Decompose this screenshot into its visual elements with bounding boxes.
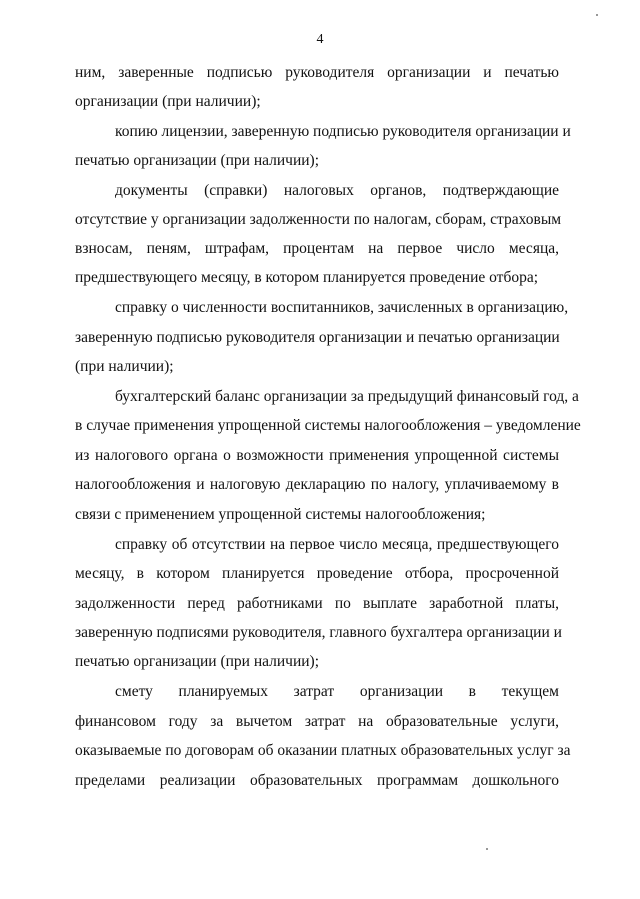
page-number: 4	[316, 32, 324, 47]
text-line: пределами реализации образовательных программам дошкольного	[75, 772, 559, 789]
text-line: в случае применения упрощенной системы налогообложения – уведомление	[75, 417, 581, 434]
text-line: печатью организации (при наличии);	[75, 152, 320, 169]
text-line: предшествующего месяцу, в котором планируется проведение отбора;	[75, 269, 539, 286]
text-line: из налогового органа о возможности применения упрощенной системы	[75, 447, 559, 464]
scan-speck	[486, 848, 488, 850]
text-line: ним, заверенные подписью руководителя организации и печатью	[75, 64, 559, 81]
text-line: справку об отсутствии на первое число месяца, предшествующего	[115, 536, 559, 553]
text-line: заверенную подписью руководителя организации и печатью организации	[75, 329, 560, 346]
text-line: отсутствие у организации задолженности по налогам, сборам, страховым	[75, 211, 562, 228]
text-line: заверенную подписями руководителя, главного бухгалтера организации и	[75, 624, 562, 641]
text-line: печатью организации (при наличии);	[75, 653, 320, 670]
text-line: связи с применением упрощенной системы налогообложения;	[75, 506, 486, 523]
scan-speck	[596, 14, 598, 16]
text-line: месяцу, в котором планируется проведение отбора, просроченной	[75, 565, 559, 582]
text-line: справку о численности воспитанников, зачисленных в организацию,	[115, 299, 569, 316]
text-line: бухгалтерский баланс организации за предыдущий финансовый год, а	[115, 388, 579, 405]
text-line: копию лицензии, заверенную подписью руководителя организации и	[115, 123, 571, 140]
text-line: задолженности перед работниками по выплате заработной платы,	[75, 595, 559, 612]
text-line: документы (справки) налоговых органов, подтверждающие	[115, 182, 559, 199]
text-line: взносам, пеням, штрафам, процентам на первое число месяца,	[75, 240, 559, 257]
text-line: (при наличии);	[75, 358, 174, 375]
text-line: оказываемые по договорам об оказании платных образовательных услуг за	[75, 742, 571, 759]
text-line: налогообложения и налоговую декларацию по налогу, уплачиваемому в	[75, 476, 559, 493]
text-line: смету планируемых затрат организации в текущем	[115, 683, 559, 700]
text-line: финансовом году за вычетом затрат на образовательные услуги,	[75, 713, 559, 730]
text-line: организации (при наличии);	[75, 93, 261, 110]
